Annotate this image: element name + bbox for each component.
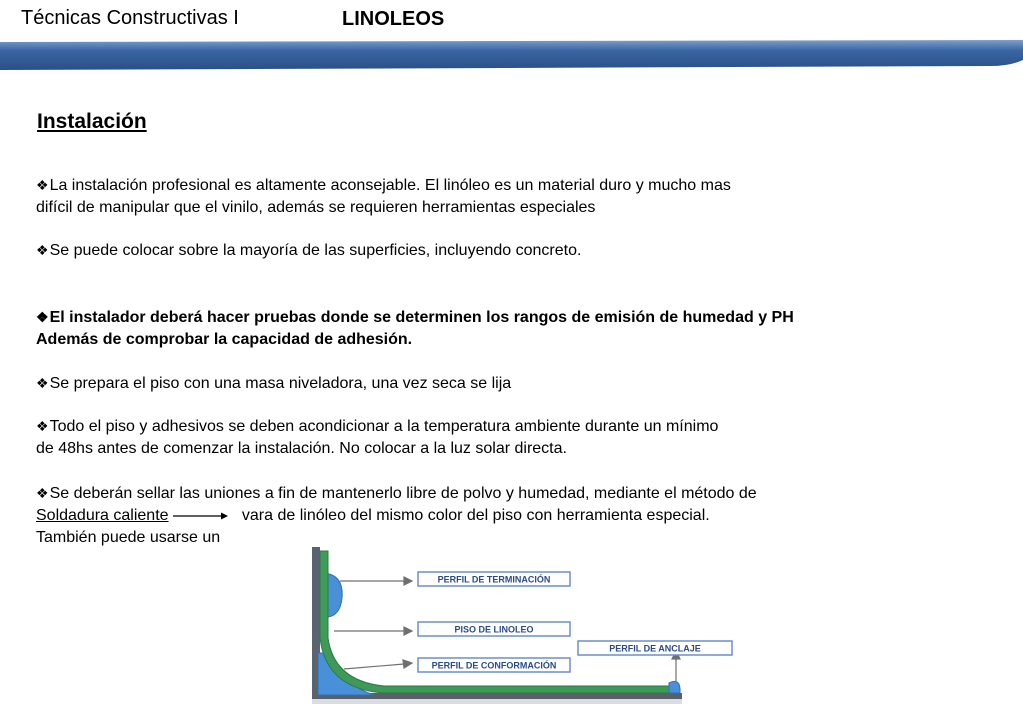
paragraph-leveling	[36, 372, 511, 395]
para-line: Se puede colocar sobre la mayoría de las superficies, incluyendo concreto.	[49, 242, 582, 259]
paragraph-seal-joints	[36, 482, 757, 549]
course-title: Técnicas Constructivas I	[21, 7, 239, 29]
label-terminacion	[418, 572, 570, 586]
hot-weld-term: Soldadura caliente	[36, 507, 169, 524]
label-anclaje	[578, 641, 732, 655]
para-line: Además de comprobar la capacidad de adhesión.	[36, 331, 413, 348]
bullet-icon: ❖	[36, 177, 49, 193]
svg-text:PERFIL DE CONFORMACIÓN: PERFIL DE CONFORMACIÓN	[431, 660, 557, 671]
paragraph-surfaces	[36, 239, 581, 262]
para-line: La instalación profesional es altamente aconsejable. El linóleo es un material duro y mucho mas	[49, 177, 731, 194]
header-band	[0, 40, 1023, 70]
bullet-icon: ❖	[36, 418, 49, 434]
para-line: Todo el piso y adhesivos se deben acondicionar a la temperatura ambiente durante un mínimo	[49, 418, 719, 435]
para-line: de 48hs antes de comenzar la instalación. No colocar a la luz solar directa.	[36, 440, 567, 457]
paragraph-conditioning	[36, 415, 718, 460]
bullet-icon: ❖	[36, 375, 49, 391]
bullet-icon: ❖	[36, 309, 49, 325]
para-line: Se deberán sellar las uniones a fin de mantenerlo libre de polvo y humedad, mediante el método de	[49, 485, 757, 502]
para-line: También puede usarse un	[36, 529, 221, 546]
para-line: El instalador deberá hacer pruebas donde se determinen los rangos de emisión de humedad y PH	[49, 309, 794, 326]
para-line: vara de linóleo del mismo color del piso con herramienta especial.	[241, 507, 710, 524]
para-line: Se prepara el piso con una masa niveladora, una vez seca se lija	[49, 375, 512, 392]
arrow-icon	[173, 511, 229, 521]
para-line: difícil de manipular que el vinilo, además se requieren herramientas especiales	[36, 199, 596, 216]
label-conformacion	[418, 658, 570, 672]
svg-text:PISO DE LINOLEO: PISO DE LINOLEO	[454, 624, 534, 635]
linoleum-profile-diagram	[244, 543, 828, 708]
svg-text:PERFIL DE ANCLAJE: PERFIL DE ANCLAJE	[609, 643, 701, 654]
paragraph-humidity-tests	[36, 306, 794, 351]
svg-text:PERFIL DE TERMINACIÓN: PERFIL DE TERMINACIÓN	[437, 574, 551, 585]
anchor-profile	[669, 681, 680, 693]
bullet-icon: ❖	[36, 485, 49, 501]
topic-title: LINOLEOS	[342, 8, 445, 30]
paragraph-professional-install	[36, 174, 731, 219]
section-heading: Instalación	[37, 110, 147, 133]
label-piso	[418, 622, 570, 636]
bullet-icon: ❖	[36, 242, 49, 258]
